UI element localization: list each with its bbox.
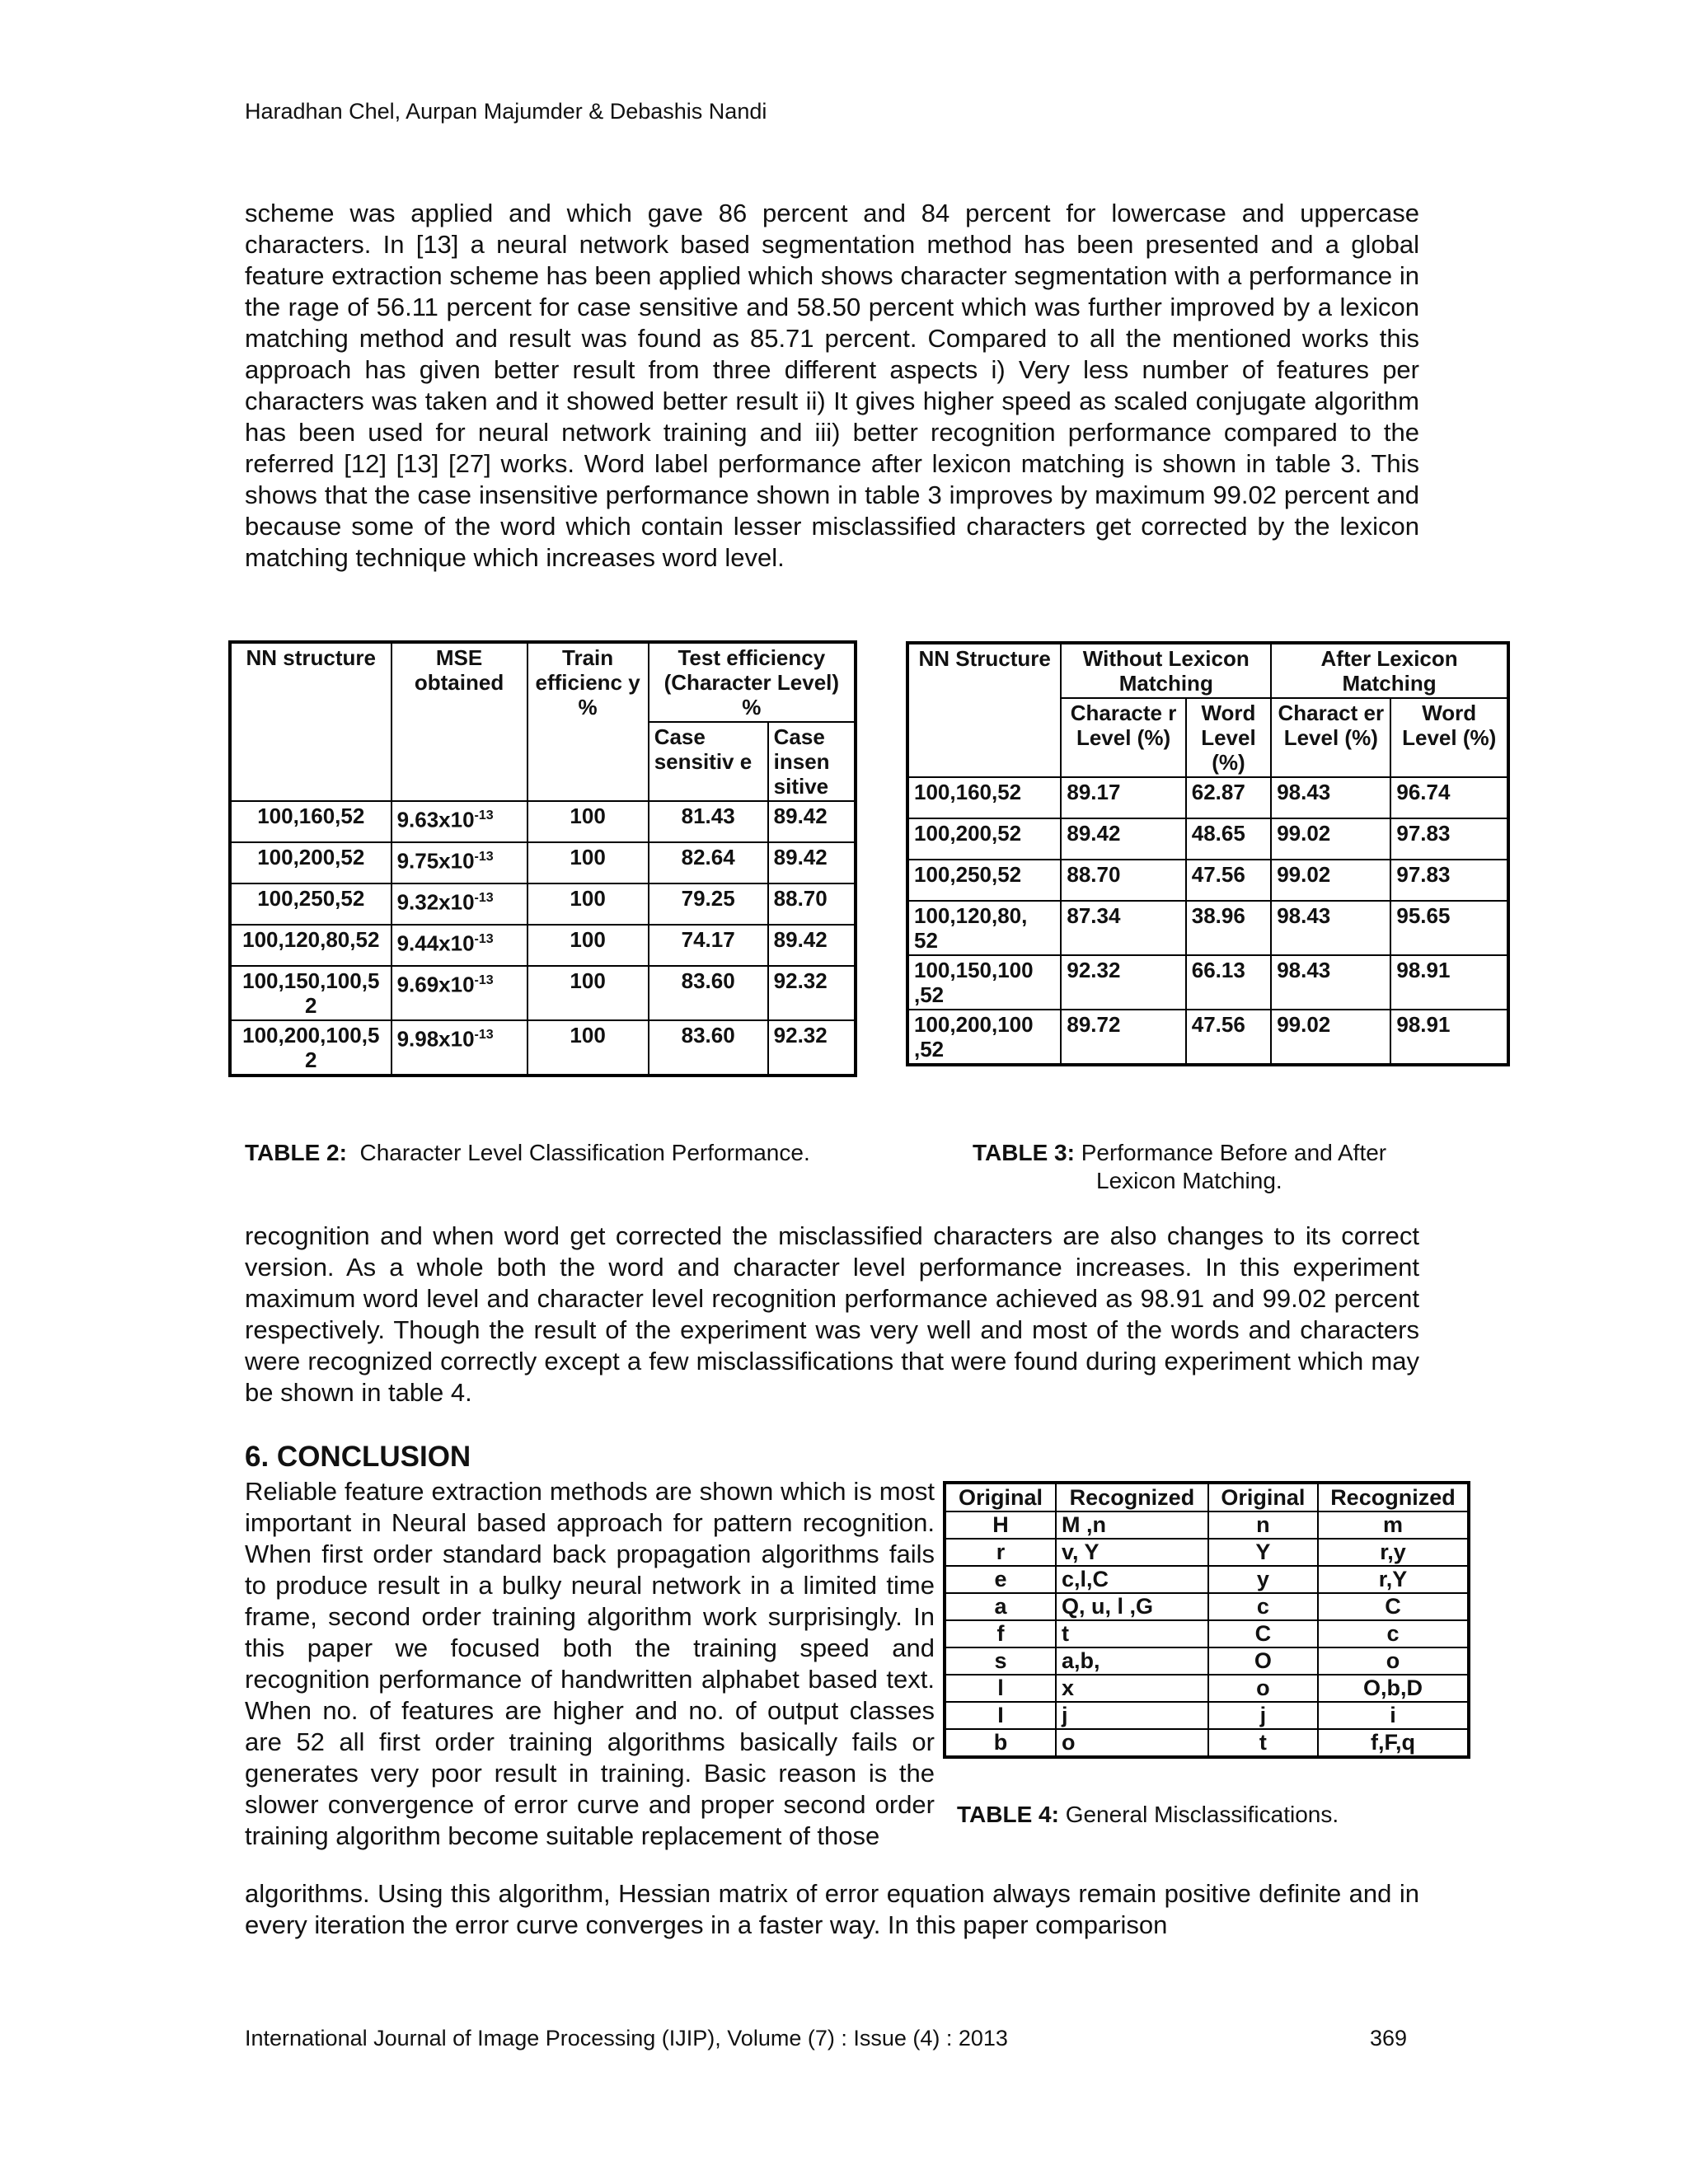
mse-value: 9.32x10 bbox=[396, 889, 475, 915]
word-level-after-cell: 97.83 bbox=[1390, 818, 1508, 860]
recognized-chars-cell: i bbox=[1318, 1702, 1469, 1729]
t2-header-nn-structure: NN structure bbox=[230, 642, 392, 801]
word-level-after-cell: 95.65 bbox=[1390, 901, 1508, 955]
nn-structure-cell: 100,160,52 bbox=[907, 777, 1061, 818]
word-level-without-cell: 47.56 bbox=[1186, 860, 1271, 901]
mse-value: 9.63x10 bbox=[396, 807, 475, 832]
case-insensitive-cell: 92.32 bbox=[768, 966, 856, 1020]
train-efficiency-cell: 100 bbox=[528, 883, 649, 925]
word-level-after-cell: 98.91 bbox=[1390, 1010, 1508, 1065]
recognized-chars-cell: C bbox=[1318, 1593, 1469, 1620]
train-efficiency-cell: 100 bbox=[528, 925, 649, 966]
nn-structure-cell: 100,150,100 ,52 bbox=[907, 955, 1061, 1010]
original-char-cell: r bbox=[945, 1539, 1056, 1566]
table-row bbox=[907, 1010, 1508, 1065]
word-level-after-cell: 97.83 bbox=[1390, 860, 1508, 901]
word-level-without-cell: 48.65 bbox=[1186, 818, 1271, 860]
t3-header-word-level-1: Word Level (%) bbox=[1186, 698, 1271, 777]
original-char-cell: c bbox=[1208, 1593, 1318, 1620]
case-sensitive-cell: 81.43 bbox=[649, 801, 768, 842]
table-4-misclassifications bbox=[943, 1481, 1470, 1759]
train-efficiency-cell: 100 bbox=[528, 842, 649, 883]
char-level-after-cell: 98.43 bbox=[1271, 777, 1390, 818]
original-char-cell: j bbox=[1208, 1702, 1318, 1729]
mse-exponent: -13 bbox=[474, 932, 494, 946]
t2-header-train-efficiency: Train efficienc y % bbox=[528, 642, 649, 801]
mse-value: 9.75x10 bbox=[396, 848, 475, 874]
train-efficiency-cell: 100 bbox=[528, 966, 649, 1020]
char-level-after-cell: 99.02 bbox=[1271, 818, 1390, 860]
mse-cell bbox=[392, 925, 528, 966]
table-row bbox=[945, 1702, 1469, 1729]
table-2-character-level-performance bbox=[228, 640, 857, 1077]
original-char-cell: t bbox=[1208, 1729, 1318, 1757]
char-level-after-cell: 98.43 bbox=[1271, 901, 1390, 955]
original-char-cell: o bbox=[1208, 1675, 1318, 1702]
table-4-caption-text: General Misclassifications. bbox=[1065, 1802, 1339, 1827]
footer-journal: International Journal of Image Processing (IJIP), Volume (7) : Issue (4) : 2013 bbox=[245, 2026, 1008, 2050]
recognized-chars-cell: a,b, bbox=[1056, 1647, 1208, 1675]
table-row bbox=[945, 1539, 1469, 1566]
word-level-without-cell: 47.56 bbox=[1186, 1010, 1271, 1065]
section-heading-conclusion: 6. CONCLUSION bbox=[245, 1441, 471, 1473]
char-level-after-cell: 99.02 bbox=[1271, 860, 1390, 901]
table-3-caption bbox=[973, 1139, 1434, 1195]
table-row bbox=[945, 1511, 1469, 1539]
recognized-chars-cell: r,y bbox=[1318, 1539, 1469, 1566]
word-level-without-cell: 62.87 bbox=[1186, 777, 1271, 818]
table-row bbox=[907, 777, 1508, 818]
nn-structure-cell: 100,200,52 bbox=[907, 818, 1061, 860]
table-4-caption bbox=[957, 1801, 1339, 1829]
mse-exponent: -13 bbox=[474, 808, 494, 823]
original-char-cell: b bbox=[945, 1729, 1056, 1757]
original-char-cell: l bbox=[945, 1675, 1056, 1702]
word-level-without-cell: 66.13 bbox=[1186, 955, 1271, 1010]
original-char-cell: f bbox=[945, 1620, 1056, 1647]
running-header: Haradhan Chel, Aurpan Majumder & Debashis Nandi bbox=[245, 99, 767, 124]
mse-cell bbox=[392, 1020, 528, 1076]
t4-header-recognized-2: Recognized bbox=[1318, 1483, 1469, 1511]
original-char-cell: y bbox=[1208, 1566, 1318, 1593]
mse-cell bbox=[392, 883, 528, 925]
char-level-after-cell: 99.02 bbox=[1271, 1010, 1390, 1065]
t2-header-test-efficiency: Test efficiency (Character Level) % bbox=[649, 642, 856, 722]
mse-exponent: -13 bbox=[474, 1028, 494, 1042]
table-3-caption-label: TABLE 3: bbox=[973, 1140, 1075, 1165]
original-char-cell: I bbox=[945, 1702, 1056, 1729]
table-2-caption-text: Character Level Classification Performance. bbox=[359, 1140, 810, 1165]
table-row bbox=[945, 1675, 1469, 1702]
char-level-without-cell: 89.17 bbox=[1061, 777, 1185, 818]
train-efficiency-cell: 100 bbox=[528, 1020, 649, 1076]
t2-header-mse: MSE obtained bbox=[392, 642, 528, 801]
original-char-cell: Y bbox=[1208, 1539, 1318, 1566]
table-row bbox=[230, 883, 856, 925]
original-char-cell: e bbox=[945, 1566, 1056, 1593]
body-paragraph-1: scheme was applied and which gave 86 percent and 84 percent for lowercase and uppercase characters. In [13] a neural network based segmentation method has been presented and a global feature extraction scheme has been applied which shows character segmentation with a performance in the rage of 56.11 percent for case sensitive and 58.50 percent which was further improved by a lexicon matching method and result was found as 85.71 percent. Compared to all the mentioned works this approach has given better result from three different aspects i) Very less number of features per characters was taken and it showed better result ii) It gives higher speed as scaled conjugate algorithm has been used for neural network training and iii) better recognition performance compared to the referred [12] [13] [27] works. Word label performance after lexicon matching is shown in table 3. This shows that the case insensitive performance shown in table 3 improves by maximum 99.02 percent and because some of the word which contain lesser misclassified characters get corrected by the lexicon matching technique which increases word level. bbox=[245, 199, 1419, 572]
table-row bbox=[907, 860, 1508, 901]
mse-value: 9.69x10 bbox=[396, 972, 475, 997]
nn-structure-cell: 100,200,100 ,52 bbox=[907, 1010, 1061, 1065]
t4-header-recognized-1: Recognized bbox=[1056, 1483, 1208, 1511]
table-2-caption-label: TABLE 2: bbox=[245, 1140, 347, 1165]
mse-value: 9.98x10 bbox=[396, 1026, 475, 1052]
case-sensitive-cell: 83.60 bbox=[649, 1020, 768, 1076]
mse-exponent: -13 bbox=[474, 973, 494, 987]
recognized-chars-cell: m bbox=[1318, 1511, 1469, 1539]
word-level-after-cell: 96.74 bbox=[1390, 777, 1508, 818]
recognized-chars-cell: c bbox=[1318, 1620, 1469, 1647]
mse-cell bbox=[392, 966, 528, 1020]
mse-value: 9.44x10 bbox=[396, 930, 475, 956]
case-sensitive-cell: 83.60 bbox=[649, 966, 768, 1020]
table-row bbox=[230, 842, 856, 883]
nn-structure-cell: 100,120,80, 52 bbox=[907, 901, 1061, 955]
char-level-without-cell: 89.72 bbox=[1061, 1010, 1185, 1065]
case-insensitive-cell: 89.42 bbox=[768, 842, 856, 883]
original-char-cell: C bbox=[1208, 1620, 1318, 1647]
table-row bbox=[907, 901, 1508, 955]
mse-cell bbox=[392, 801, 528, 842]
table-row bbox=[230, 801, 856, 842]
t4-header-original-1: Original bbox=[945, 1483, 1056, 1511]
body-paragraph-4: algorithms. Using this algorithm, Hessian matrix of error equation always remain positive definite and in every iteration the error curve converges in a faster way. In this paper comparison bbox=[245, 1879, 1419, 1939]
table-row bbox=[230, 925, 856, 966]
table-row bbox=[945, 1566, 1469, 1593]
char-level-without-cell: 89.42 bbox=[1061, 818, 1185, 860]
recognized-chars-cell: M ,n bbox=[1056, 1511, 1208, 1539]
mse-exponent: -13 bbox=[474, 891, 494, 905]
recognized-chars-cell: x bbox=[1056, 1675, 1208, 1702]
case-sensitive-cell: 79.25 bbox=[649, 883, 768, 925]
table-row bbox=[907, 818, 1508, 860]
recognized-chars-cell: r,Y bbox=[1318, 1566, 1469, 1593]
char-level-without-cell: 87.34 bbox=[1061, 901, 1185, 955]
table-row bbox=[945, 1647, 1469, 1675]
recognized-chars-cell: j bbox=[1056, 1702, 1208, 1729]
t2-header-case-sensitive: Case sensitiv e bbox=[649, 722, 768, 801]
page-number: 369 bbox=[1370, 2026, 1408, 2050]
table-3-caption-text-1: Performance Before and After bbox=[1081, 1140, 1387, 1165]
word-level-after-cell: 98.91 bbox=[1390, 955, 1508, 1010]
recognized-chars-cell: f,F,q bbox=[1318, 1729, 1469, 1757]
char-level-without-cell: 92.32 bbox=[1061, 955, 1185, 1010]
original-char-cell: a bbox=[945, 1593, 1056, 1620]
t3-header-char-level-1: Characte r Level (%) bbox=[1061, 698, 1185, 777]
table-2-caption bbox=[245, 1139, 810, 1167]
case-sensitive-cell: 82.64 bbox=[649, 842, 768, 883]
t3-header-char-level-2: Charact er Level (%) bbox=[1271, 698, 1390, 777]
nn-structure-cell: 100,250,52 bbox=[230, 883, 392, 925]
table-row bbox=[230, 966, 856, 1020]
recognized-chars-cell: v, Y bbox=[1056, 1539, 1208, 1566]
mse-exponent: -13 bbox=[474, 850, 494, 864]
mse-cell bbox=[392, 842, 528, 883]
case-sensitive-cell: 74.17 bbox=[649, 925, 768, 966]
table-row bbox=[945, 1593, 1469, 1620]
case-insensitive-cell: 89.42 bbox=[768, 925, 856, 966]
t3-header-without-lexicon: Without Lexicon Matching bbox=[1061, 643, 1271, 698]
t4-header-original-2: Original bbox=[1208, 1483, 1318, 1511]
table-row bbox=[945, 1620, 1469, 1647]
train-efficiency-cell: 100 bbox=[528, 801, 649, 842]
recognized-chars-cell: o bbox=[1318, 1647, 1469, 1675]
original-char-cell: n bbox=[1208, 1511, 1318, 1539]
nn-structure-cell: 100,150,100,5 2 bbox=[230, 966, 392, 1020]
nn-structure-cell: 100,200,100,5 2 bbox=[230, 1020, 392, 1076]
case-insensitive-cell: 89.42 bbox=[768, 801, 856, 842]
table-row bbox=[945, 1729, 1469, 1757]
t3-header-word-level-2: Word Level (%) bbox=[1390, 698, 1508, 777]
recognized-chars-cell: o bbox=[1056, 1729, 1208, 1757]
case-insensitive-cell: 92.32 bbox=[768, 1020, 856, 1076]
t2-header-case-insensitive: Case insen sitive bbox=[768, 722, 856, 801]
body-paragraph-2: recognition and when word get corrected the misclassified characters are also changes to its correct version. As a whole both the word and character level performance increases. In this experiment maximum word level and character level recognition performance achieved as 98.91 and 99.02 percent respectively. Though the result of the experiment was very well and most of the words and characters were recognized correctly except a few misclassifications that were found during experiment which may be shown in table 4. bbox=[245, 1221, 1419, 1407]
nn-structure-cell: 100,200,52 bbox=[230, 842, 392, 883]
table-3-caption-text-2: Lexicon Matching. bbox=[1096, 1168, 1282, 1193]
table-row bbox=[907, 955, 1508, 1010]
recognized-chars-cell: c,l,C bbox=[1056, 1566, 1208, 1593]
original-char-cell: H bbox=[945, 1511, 1056, 1539]
nn-structure-cell: 100,160,52 bbox=[230, 801, 392, 842]
nn-structure-cell: 100,250,52 bbox=[907, 860, 1061, 901]
table-3-lexicon-matching bbox=[906, 641, 1510, 1066]
word-level-without-cell: 38.96 bbox=[1186, 901, 1271, 955]
original-char-cell: s bbox=[945, 1647, 1056, 1675]
char-level-without-cell: 88.70 bbox=[1061, 860, 1185, 901]
recognized-chars-cell: O,b,D bbox=[1318, 1675, 1469, 1702]
char-level-after-cell: 98.43 bbox=[1271, 955, 1390, 1010]
body-paragraph-3: Reliable feature extraction methods are shown which is most important in Neural based approach for pattern recognition. When first order standard back propagation algorithms fails to produce result in a bulky neural network in a limited time frame, second order training algorithm work surprisingly. In this paper we focused both the training speed and recognition performance of handwritten alphabet based text. When no. of features are higher and no. of output classes are 52 all first order training algorithms basically fails or generates very poor result in training. Basic reason is the slower convergence of error curve and proper second order training algorithm become suitable replacement of those bbox=[245, 1477, 935, 1850]
recognized-chars-cell: Q, u, l ,G bbox=[1056, 1593, 1208, 1620]
t3-header-nn-structure: NN Structure bbox=[907, 643, 1061, 777]
recognized-chars-cell: t bbox=[1056, 1620, 1208, 1647]
case-insensitive-cell: 88.70 bbox=[768, 883, 856, 925]
table-row bbox=[230, 1020, 856, 1076]
nn-structure-cell: 100,120,80,52 bbox=[230, 925, 392, 966]
t3-header-after-lexicon: After Lexicon Matching bbox=[1271, 643, 1508, 698]
table-4-caption-label: TABLE 4: bbox=[957, 1802, 1059, 1827]
original-char-cell: O bbox=[1208, 1647, 1318, 1675]
